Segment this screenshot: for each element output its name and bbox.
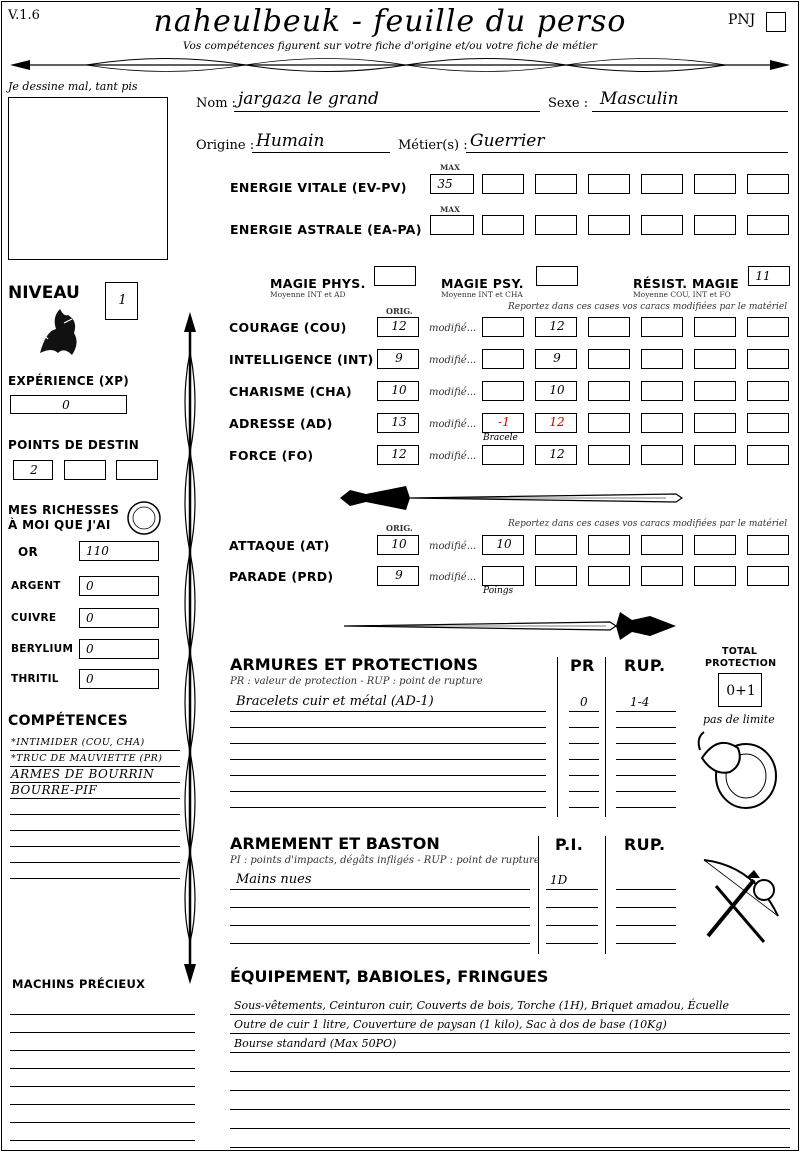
ev-label: ENERGIE VITALE (EV-PV)	[230, 180, 407, 195]
carac-orig-value: 12	[391, 319, 407, 333]
richesse-value: 0	[86, 672, 94, 686]
carac-mod-box[interactable]	[747, 413, 789, 433]
competence-line	[10, 830, 180, 831]
richesse-value: 0	[86, 611, 94, 625]
equipement-line[interactable]	[230, 1014, 790, 1015]
combat-mod-box[interactable]	[535, 535, 577, 555]
armures-note: PR : valeur de protection - RUP : point de rupture	[230, 676, 483, 687]
equipement-line[interactable]	[230, 1071, 790, 1072]
richesse-value: 110	[86, 544, 109, 558]
arme-rup-line[interactable]	[616, 925, 676, 926]
armure-pr-line[interactable]	[569, 759, 599, 760]
carac-mod-box[interactable]	[588, 349, 630, 369]
armures-col-pr: PR	[570, 656, 595, 675]
armure-pr-line[interactable]	[569, 791, 599, 792]
carac-note: Reportez dans ces cases vos caracs modifiées par le matériel	[508, 302, 788, 312]
magie-psy-box[interactable]	[536, 266, 578, 286]
equipement-line[interactable]	[230, 1109, 790, 1110]
destin-box-3[interactable]	[116, 460, 158, 480]
armure-line[interactable]	[230, 807, 546, 808]
armures-col-rup: RUP.	[624, 656, 666, 675]
sword-ornament-1	[336, 478, 686, 518]
armure-rup-line[interactable]	[616, 807, 676, 808]
richesse-value: 0	[86, 579, 94, 593]
armure-rup-line[interactable]	[616, 711, 676, 712]
combat-modif-label: modifié...	[429, 541, 477, 552]
ea-track-box[interactable]	[588, 215, 630, 235]
carac-mod-value: -1	[498, 415, 510, 429]
ev-track-box[interactable]	[482, 174, 524, 194]
carac-orig-box[interactable]	[377, 349, 419, 369]
sexe-value[interactable]: Masculin	[600, 89, 679, 109]
competence-item[interactable]: BOURRE-PIF	[11, 783, 98, 797]
carac-mod-box[interactable]	[641, 381, 683, 401]
carac-mod-box[interactable]	[694, 413, 736, 433]
arme-line[interactable]	[230, 889, 530, 890]
carac-mod-box[interactable]	[694, 381, 736, 401]
ev-track-box[interactable]	[641, 174, 683, 194]
carac-mod-box[interactable]	[641, 317, 683, 337]
carac-modif-label: modifié...	[429, 355, 477, 366]
sheet-subtitle: Vos compétences figurent sur votre fiche d'origine et/ou votre fiche de métier	[182, 40, 598, 52]
combat-orig-header: ORIG.	[386, 523, 413, 533]
ea-track-box[interactable]	[535, 215, 577, 235]
carac-mod-value: 9	[553, 351, 561, 365]
carac-mod-box[interactable]	[694, 349, 736, 369]
armure-pr-line[interactable]	[569, 743, 599, 744]
coin-icon	[126, 500, 162, 536]
competence-line	[10, 814, 180, 815]
combat-mod-box[interactable]	[482, 535, 524, 555]
origine-label: Origine :	[196, 138, 255, 153]
combat-mod-value: 10	[496, 537, 512, 551]
carac-mod-box[interactable]	[588, 381, 630, 401]
combat-mod-box[interactable]	[694, 566, 736, 586]
sexe-underline	[592, 111, 788, 112]
destin-label: POINTS DE DESTIN	[8, 438, 140, 452]
nom-value[interactable]: jargaza le grand	[238, 89, 379, 109]
ea-max-label: MAX	[440, 205, 460, 214]
sword-ornament-2	[340, 606, 686, 646]
armure-pr-line[interactable]	[569, 711, 599, 712]
carac-mod-box[interactable]	[482, 413, 524, 433]
competence-line	[10, 862, 180, 863]
combat-mod-box[interactable]	[747, 566, 789, 586]
carac-mod-box[interactable]	[641, 349, 683, 369]
total-protection-label-1: TOTAL	[722, 646, 758, 657]
ev-max-label: MAX	[440, 163, 460, 172]
carac-mod-value: 12	[549, 415, 565, 429]
carac-mod-box[interactable]	[482, 445, 524, 465]
helmet-shield-icon	[694, 728, 782, 812]
resist-magie-note: Moyenne COU, INT et FO	[633, 290, 731, 299]
machins-label: MACHINS PRÉCIEUX	[12, 977, 146, 991]
armures-title: ARMURES ET PROTECTIONS	[230, 655, 478, 674]
origine-underline	[252, 152, 390, 153]
carac-modif-label: modifié...	[429, 323, 477, 334]
competences-label: COMPÉTENCES	[8, 713, 128, 729]
total-protection-label-2: PROTECTION	[705, 658, 777, 669]
carac-mod-box[interactable]	[482, 349, 524, 369]
equipement-title: ÉQUIPEMENT, BABIOLES, FRINGUES	[230, 967, 549, 986]
carac-mod-value: 10	[549, 383, 565, 397]
machin-line[interactable]	[10, 1050, 195, 1051]
limit-note: pas de limite	[703, 713, 775, 726]
competence-line	[10, 798, 180, 799]
xp-box[interactable]	[10, 395, 127, 414]
combat-orig-box[interactable]	[377, 566, 419, 586]
richesse-box[interactable]	[79, 608, 159, 628]
carac-label: FORCE (FO)	[229, 448, 314, 463]
machin-line[interactable]	[10, 1086, 195, 1087]
origine-value[interactable]: Humain	[256, 131, 325, 151]
nom-label: Nom :	[196, 96, 237, 111]
combat-orig-box[interactable]	[377, 535, 419, 555]
carac-mod-value: 12	[549, 319, 565, 333]
sexe-label: Sexe :	[548, 96, 589, 111]
armement-title: ARMEMENT ET BASTON	[230, 834, 440, 853]
carac-label: CHARISME (CHA)	[229, 384, 352, 399]
competence-line	[10, 846, 180, 847]
arme-pi: 1D	[550, 873, 568, 887]
ea-label: ENERGIE ASTRALE (EA-PA)	[230, 222, 422, 237]
carac-modif-label: modifié...	[429, 387, 477, 398]
ev-track-box[interactable]	[747, 174, 789, 194]
ev-max-box[interactable]	[430, 174, 474, 194]
xp-label: EXPÉRIENCE (XP)	[8, 374, 130, 388]
pnj-checkbox[interactable]	[766, 12, 786, 32]
header-spear-ornament	[6, 54, 794, 76]
richesses-label-2: À MOI QUE J'AI	[8, 518, 111, 532]
richesse-value: 0	[86, 642, 94, 656]
armure-pr-line[interactable]	[569, 727, 599, 728]
combat-orig-value: 9	[395, 568, 403, 582]
richesses-label-1: MES RICHESSES	[8, 503, 120, 517]
combat-modif-label: modifié...	[429, 572, 477, 583]
combat-label: ATTAQUE (AT)	[229, 538, 330, 553]
carac-label: ADRESSE (AD)	[229, 416, 333, 431]
resist-magie-label: RÉSIST. MAGIE	[633, 276, 740, 291]
carac-mod-value: 12	[549, 447, 565, 461]
equipement-line[interactable]	[230, 1052, 790, 1053]
equipement-line[interactable]	[230, 1090, 790, 1091]
arme-name: Mains nues	[236, 872, 312, 887]
armure-rup-line[interactable]	[616, 727, 676, 728]
armement-col-rup: RUP.	[624, 835, 666, 854]
combat-mod-box[interactable]	[482, 566, 524, 586]
arme-line[interactable]	[230, 925, 530, 926]
richesse-label: BERYLIUM	[11, 643, 74, 655]
carac-orig-box[interactable]	[377, 413, 419, 433]
magie-psy-note: Moyenne INT et CHA	[441, 290, 523, 299]
carac-sub-note: Bracele	[483, 433, 518, 443]
richesse-label: OR	[18, 545, 39, 559]
carac-mod-box[interactable]	[482, 317, 524, 337]
armure-rup-line[interactable]	[616, 743, 676, 744]
competence-line	[10, 878, 180, 879]
richesse-box[interactable]	[79, 576, 159, 596]
total-protection-box[interactable]	[718, 673, 762, 707]
carac-mod-box[interactable]	[747, 349, 789, 369]
combat-mod-box[interactable]	[747, 535, 789, 555]
richesse-label: ARGENT	[11, 580, 61, 592]
carac-orig-header: ORIG.	[386, 306, 413, 316]
equipement-line[interactable]	[230, 1147, 790, 1148]
resist-magie-box[interactable]	[748, 266, 790, 286]
arme-pi-line[interactable]	[546, 925, 598, 926]
destin-value-1: 2	[30, 463, 38, 477]
armure-line[interactable]	[230, 727, 546, 728]
resist-magie-value: 11	[755, 269, 771, 283]
arme-rup-line[interactable]	[616, 907, 676, 908]
carac-orig-box[interactable]	[377, 381, 419, 401]
competence-item[interactable]: ARMES DE BOURRIN	[11, 767, 155, 781]
armure-line[interactable]	[230, 759, 546, 760]
arme-rup-line[interactable]	[616, 943, 676, 944]
ev-track-box[interactable]	[694, 174, 736, 194]
machin-line[interactable]	[10, 1068, 195, 1069]
carac-mod-box[interactable]	[588, 317, 630, 337]
armure-line[interactable]	[230, 711, 546, 712]
carac-label: COURAGE (COU)	[229, 320, 347, 335]
magie-psy-label: MAGIE PSY.	[441, 276, 524, 291]
combat-mod-box[interactable]	[588, 535, 630, 555]
armure-pr-line[interactable]	[569, 807, 599, 808]
carac-mod-box[interactable]	[694, 317, 736, 337]
ea-track-box[interactable]	[641, 215, 683, 235]
carac-mod-box[interactable]	[641, 445, 683, 465]
xp-value: 0	[62, 398, 70, 412]
carac-mod-box[interactable]	[747, 317, 789, 337]
combat-note: Reportez dans ces cases vos caracs modifiées par le matériel	[508, 519, 788, 529]
richesse-label: CUIVRE	[11, 612, 57, 624]
carac-orig-value: 13	[391, 415, 407, 429]
carac-orig-box[interactable]	[377, 317, 419, 337]
carac-mod-box[interactable]	[747, 381, 789, 401]
metier-label: Métier(s) :	[398, 138, 468, 153]
combat-mod-box[interactable]	[641, 566, 683, 586]
arme-line[interactable]	[230, 907, 530, 908]
competence-item[interactable]: *TRUC DE MAUVIETTE (PR)	[11, 753, 163, 764]
equipement-item: Bourse standard (Max 50PO)	[234, 1037, 397, 1050]
niveau-value: 1	[118, 293, 127, 308]
carac-mod-box[interactable]	[535, 349, 577, 369]
weapons-icon	[694, 856, 786, 946]
richesse-label: THRITIL	[11, 673, 59, 685]
ev-track-box[interactable]	[535, 174, 577, 194]
combat-label: PARADE (PRD)	[229, 569, 334, 584]
carac-mod-box[interactable]	[535, 413, 577, 433]
armures-divider-1	[557, 657, 558, 817]
arme-pi-line[interactable]	[546, 907, 598, 908]
carac-label: INTELLIGENCE (INT)	[229, 352, 374, 367]
equipement-line[interactable]	[230, 1033, 790, 1034]
ea-track-box[interactable]	[482, 215, 524, 235]
machin-line[interactable]	[10, 1104, 195, 1105]
total-protection-value: 0+1	[726, 683, 756, 699]
destin-box-1[interactable]	[13, 460, 53, 480]
armement-divider-1	[538, 836, 539, 954]
armure-rup-line[interactable]	[616, 759, 676, 760]
armure-line[interactable]	[230, 791, 546, 792]
dragon-icon	[34, 303, 84, 361]
competence-line	[10, 750, 180, 751]
combat-mod-box[interactable]	[694, 535, 736, 555]
armure-rup: 1-4	[630, 695, 650, 709]
armure-name: Bracelets cuir et métal (AD-1)	[236, 694, 434, 709]
carac-mod-box[interactable]	[694, 445, 736, 465]
arme-pi-line[interactable]	[546, 889, 598, 890]
machin-line[interactable]	[10, 1032, 195, 1033]
carac-mod-box[interactable]	[535, 445, 577, 465]
version-label: V.1.6	[8, 8, 40, 23]
metier-value[interactable]: Guerrier	[470, 131, 545, 151]
machin-line[interactable]	[10, 1140, 195, 1141]
armure-line[interactable]	[230, 775, 546, 776]
carac-mod-box[interactable]	[535, 317, 577, 337]
magie-phys-label: MAGIE PHYS.	[270, 276, 366, 291]
richesse-box[interactable]	[79, 639, 159, 659]
vertical-spear-ornament	[178, 312, 202, 984]
carac-mod-box[interactable]	[588, 445, 630, 465]
portrait-caption: Je dessine mal, tant pis	[8, 80, 138, 93]
carac-mod-box[interactable]	[641, 413, 683, 433]
machin-line[interactable]	[10, 1122, 195, 1123]
machin-line[interactable]	[10, 1014, 195, 1015]
arme-line[interactable]	[230, 943, 530, 944]
carac-orig-value: 10	[391, 383, 407, 397]
arme-rup-line[interactable]	[616, 889, 676, 890]
arme-pi-line[interactable]	[546, 943, 598, 944]
sheet-title: naheulbeuk - feuille du perso	[153, 4, 627, 39]
combat-mod-box[interactable]	[588, 566, 630, 586]
magie-phys-box[interactable]	[374, 266, 416, 286]
carac-orig-value: 12	[391, 447, 407, 461]
carac-modif-label: modifié...	[429, 419, 477, 430]
destin-box-2[interactable]	[64, 460, 106, 480]
carac-mod-box[interactable]	[535, 381, 577, 401]
carac-mod-box[interactable]	[588, 413, 630, 433]
competence-item[interactable]: *INTIMIDER (COU, CHA)	[11, 737, 145, 748]
ea-track-box[interactable]	[694, 215, 736, 235]
ea-track-box[interactable]	[747, 215, 789, 235]
richesse-box[interactable]	[79, 541, 159, 561]
armement-note: PI : points d'impacts, dégâts infligés - RUP : point de rupture	[230, 855, 540, 866]
metier-underline	[466, 152, 788, 153]
carac-mod-box[interactable]	[482, 381, 524, 401]
carac-modif-label: modifié...	[429, 451, 477, 462]
nom-underline	[234, 111, 540, 112]
carac-mod-box[interactable]	[747, 445, 789, 465]
equipement-line[interactable]	[230, 1128, 790, 1129]
ev-max-value: 35	[437, 177, 453, 191]
equipement-item: Outre de cuir 1 litre, Couverture de paysan (1 kilo), Sac à dos de base (10Kg)	[234, 1018, 667, 1031]
armure-rup-line[interactable]	[616, 775, 676, 776]
ev-track-box[interactable]	[588, 174, 630, 194]
combat-orig-value: 10	[391, 537, 407, 551]
combat-mod-box[interactable]	[535, 566, 577, 586]
carac-orig-box[interactable]	[377, 445, 419, 465]
armure-pr-line[interactable]	[569, 775, 599, 776]
armure-pr: 0	[580, 695, 588, 709]
pnj-label: PNJ	[728, 12, 756, 28]
equipement-item: Sous-vêtements, Ceinturon cuir, Couverts de bois, Torche (1H), Briquet amadou, Écuelle	[234, 999, 729, 1012]
armures-divider-2	[605, 657, 606, 817]
magie-phys-note: Moyenne INT et AD	[270, 290, 346, 299]
carac-orig-value: 9	[395, 351, 403, 365]
armure-rup-line[interactable]	[616, 791, 676, 792]
richesse-box[interactable]	[79, 669, 159, 689]
niveau-box[interactable]	[105, 282, 138, 320]
combat-sub-note: Poings	[483, 586, 514, 596]
armement-divider-2	[605, 836, 606, 954]
armure-line[interactable]	[230, 743, 546, 744]
portrait-box[interactable]	[8, 97, 168, 260]
niveau-label: NIVEAU	[8, 283, 80, 303]
combat-mod-box[interactable]	[641, 535, 683, 555]
armement-col-pi: P.I.	[555, 835, 584, 854]
ea-max-box[interactable]	[430, 215, 474, 235]
